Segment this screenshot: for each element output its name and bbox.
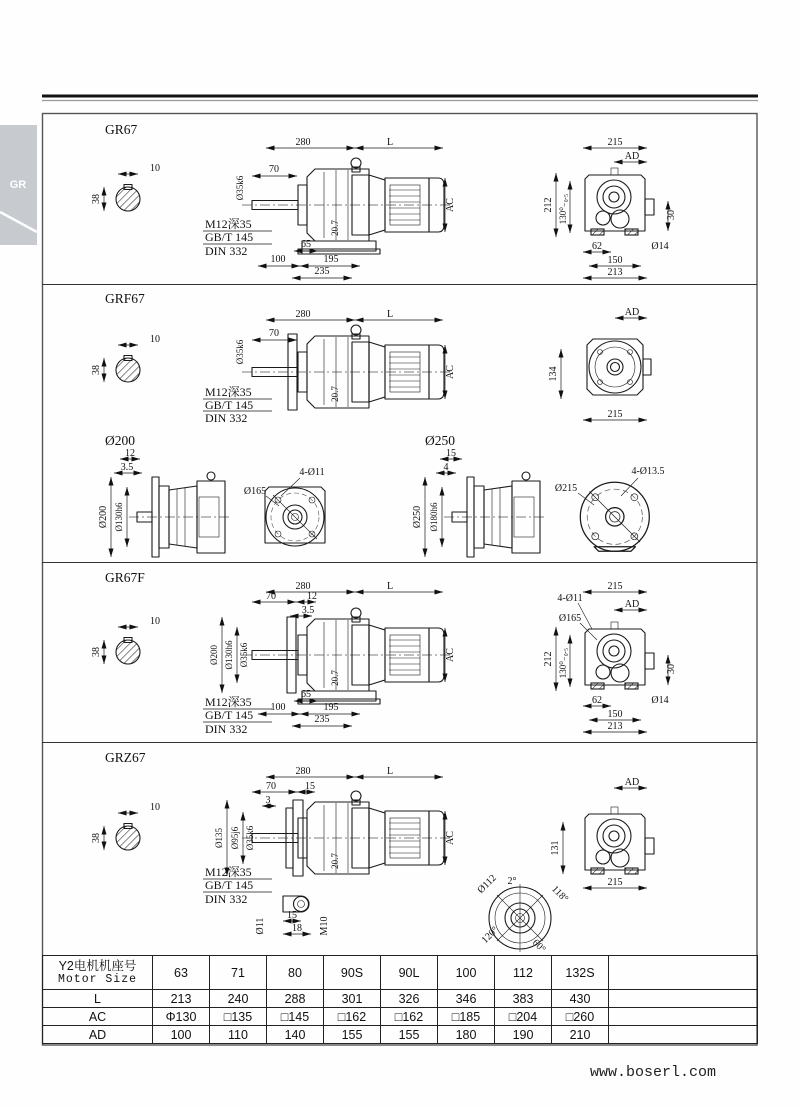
dim-62: 62 — [592, 695, 602, 706]
dim-dia200: Ø200 — [98, 505, 109, 529]
din-standard: DIN 332 — [205, 722, 248, 736]
din-standard: DIN 332 — [205, 411, 248, 425]
dim-M10: M10 — [319, 916, 330, 936]
value-cell: □162 — [324, 1008, 381, 1026]
value-cell: 430 — [552, 990, 609, 1008]
size-col: 100 — [438, 956, 495, 990]
value-cell: 110 — [210, 1026, 267, 1044]
dim-AD: AD — [624, 599, 640, 610]
value-cell: 180 — [438, 1026, 495, 1044]
dim-15: 15 — [305, 781, 315, 792]
dim-4: 4 — [443, 462, 449, 473]
dim-212: 212 — [543, 651, 554, 667]
dim-3-5: 3.5 — [120, 462, 134, 473]
gr67-end-view — [543, 137, 677, 278]
dim-150: 150 — [607, 255, 623, 266]
size-col: 80 — [267, 956, 324, 990]
dim-key-width: 10 — [150, 802, 160, 813]
dim-20-7: 20.7 — [330, 670, 340, 686]
value-cell: 190 — [495, 1026, 552, 1044]
dim-shaft-dia: 38 — [91, 647, 102, 657]
dim-dia165: Ø165 — [243, 486, 267, 497]
dim-213: 213 — [607, 721, 623, 732]
dim-bolt-holes: 4-Ø11 — [557, 593, 583, 604]
dim-215: 215 — [607, 137, 623, 148]
dim-dia130: Ø130h6 — [224, 640, 234, 670]
section-grf67 — [91, 291, 665, 557]
dim-195: 195 — [323, 702, 339, 713]
motor-size-header-cell — [43, 956, 153, 990]
dim-AC: AC — [445, 648, 456, 662]
grf67-end-view — [548, 307, 651, 420]
value-cell: 100 — [153, 1026, 210, 1044]
row-label: L — [43, 990, 153, 1008]
dim-213: 213 — [607, 267, 623, 278]
empty-cell — [609, 1026, 758, 1044]
dim-150: 150 — [607, 709, 623, 720]
dim-212: 212 — [543, 197, 554, 213]
side-tab-label: GR — [9, 179, 27, 191]
section-title: GRZ67 — [105, 750, 146, 765]
empty-cell — [609, 956, 758, 990]
dim-AD: AD — [624, 307, 640, 318]
grz67-torque-arm-detail — [255, 896, 330, 935]
flange-200-detail — [98, 433, 325, 557]
dim-AC: AC — [445, 831, 456, 845]
dim-70: 70 — [269, 164, 279, 175]
value-cell: 155 — [381, 1026, 438, 1044]
flange-250-detail — [412, 433, 665, 557]
size-col: 90L — [381, 956, 438, 990]
dim-bolt-holes: 4-Ø13.5 — [631, 466, 665, 477]
dim-280: 280 — [295, 766, 311, 777]
shaft-cross-section — [91, 616, 160, 664]
gbt-standard: GB/T 145 — [205, 878, 254, 892]
gr67f-side-view — [203, 581, 456, 736]
dim-dia180: Ø180h6 — [429, 502, 439, 532]
page-chrome — [42, 96, 758, 1045]
grf67-side-view — [203, 309, 456, 425]
value-cell: 155 — [324, 1026, 381, 1044]
dim-dia250: Ø250 — [412, 505, 423, 529]
dim-L: L — [386, 581, 394, 592]
dim-AC: AC — [445, 365, 456, 379]
dim-AC: AC — [445, 198, 456, 212]
angle-120: 120° — [479, 924, 501, 946]
dimension-lines — [561, 318, 647, 420]
dim-key-width: 10 — [150, 616, 160, 627]
dim-215: 215 — [607, 409, 623, 420]
dim-134: 134 — [548, 366, 559, 382]
dim-131: 131 — [550, 840, 561, 856]
dim-30: 30 — [666, 210, 677, 220]
thread-spec: M12深35 — [205, 865, 252, 879]
dim-130: 130⁰₋₀.₅ — [558, 647, 568, 679]
angle-60: 60° — [529, 937, 548, 956]
dim-dia14: Ø14 — [651, 241, 669, 252]
dim-195: 195 — [323, 254, 339, 265]
gbt-standard: GB/T 145 — [205, 398, 254, 412]
flange-title: Ø250 — [425, 433, 455, 448]
gbt-standard: GB/T 145 — [205, 708, 254, 722]
motor-size-label-cn: Y2电机机座号 — [58, 959, 137, 973]
section-title: GR67 — [105, 122, 138, 137]
size-col: 132S — [552, 956, 609, 990]
dim-20-7: 20.7 — [330, 386, 340, 402]
thread-spec: M12深35 — [205, 217, 252, 231]
din-standard: DIN 332 — [205, 892, 248, 906]
section-gr67 — [91, 122, 677, 278]
size-col: 112 — [495, 956, 552, 990]
dim-dia95: Ø95j6 — [230, 826, 240, 850]
dim-20-7: 20.7 — [330, 853, 340, 869]
dim-12: 12 — [307, 591, 317, 602]
shaft-cross-section — [91, 334, 160, 382]
dim-shaft-dia35: Ø35k6 — [235, 175, 245, 201]
value-cell: 346 — [438, 990, 495, 1008]
din-standard: DIN 332 — [205, 244, 248, 258]
shaft-cross-section — [91, 802, 160, 850]
angle-118: 118° — [549, 883, 571, 905]
dim-L: L — [386, 137, 394, 148]
table-row-L — [43, 990, 758, 1008]
value-cell: □135 — [210, 1008, 267, 1026]
dim-280: 280 — [295, 137, 311, 148]
flange-title: Ø200 — [105, 433, 135, 448]
dim-shaft-dia35: Ø35k6 — [235, 339, 245, 365]
dim-shaft-dia35: Ø35k6 — [245, 825, 255, 851]
dim-3: 3 — [265, 795, 271, 806]
dim-key-width: 10 — [150, 334, 160, 345]
dim-15: 15 — [446, 448, 456, 459]
dim-215: 215 — [607, 877, 623, 888]
dim-3-5: 3.5 — [301, 605, 315, 616]
value-cell: 288 — [267, 990, 324, 1008]
thread-spec: M12深35 — [205, 385, 252, 399]
size-col: 90S — [324, 956, 381, 990]
empty-cell — [609, 1008, 758, 1026]
side-tab — [0, 125, 37, 245]
size-col: 71 — [210, 956, 267, 990]
size-col: 63 — [153, 956, 210, 990]
dim-dia215: Ø215 — [554, 483, 578, 494]
dim-20-7: 20.7 — [330, 220, 340, 236]
value-cell: Φ130 — [153, 1008, 210, 1026]
dim-235: 235 — [314, 266, 330, 277]
dim-L: L — [386, 766, 394, 777]
dim-dia165: Ø165 — [558, 613, 582, 624]
motor-size-label-en: Motor Size — [57, 973, 137, 986]
dim-100: 100 — [270, 254, 286, 265]
value-cell: 240 — [210, 990, 267, 1008]
dim-280: 280 — [295, 581, 311, 592]
row-label: AC — [43, 1008, 153, 1026]
value-cell: □185 — [438, 1008, 495, 1026]
grz67-side-view — [203, 766, 456, 906]
table-row-AD — [43, 1026, 758, 1044]
value-cell: 301 — [324, 990, 381, 1008]
dim-dia200: Ø200 — [209, 645, 219, 665]
value-cell: □204 — [495, 1008, 552, 1026]
gr67f-end-view — [543, 581, 677, 732]
table-row-header — [43, 956, 758, 990]
dim-AD: AD — [624, 777, 640, 788]
dim-shaft-dia: 38 — [91, 194, 102, 204]
dim-18: 18 — [292, 923, 302, 934]
value-cell: 383 — [495, 990, 552, 1008]
dim-65: 65 — [301, 239, 311, 250]
dim-dia112: Ø112 — [475, 872, 499, 896]
value-cell: □162 — [381, 1008, 438, 1026]
dimension-lines — [111, 459, 300, 557]
value-cell: 210 — [552, 1026, 609, 1044]
section-gr67f — [91, 570, 677, 736]
grz67-end-view — [550, 777, 654, 888]
motor-size-table — [42, 955, 758, 1044]
section-grz67 — [91, 750, 654, 955]
value-cell: 326 — [381, 990, 438, 1008]
dim-70: 70 — [266, 591, 276, 602]
value-cell: 140 — [267, 1026, 324, 1044]
angle-2: 2° — [507, 876, 517, 887]
dim-70: 70 — [269, 328, 279, 339]
value-cell: 213 — [153, 990, 210, 1008]
dim-12: 12 — [125, 448, 135, 459]
dim-62: 62 — [592, 241, 602, 252]
grz67-hub-angle-detail — [476, 873, 571, 955]
dim-235: 235 — [314, 714, 330, 725]
dim-70: 70 — [266, 781, 276, 792]
website-url: www.boserl.com — [590, 1064, 717, 1081]
dim-shaft-dia35: Ø35k6 — [239, 642, 249, 668]
row-label: AD — [43, 1026, 153, 1044]
dim-130: 130⁰₋₀.₅ — [558, 193, 568, 225]
value-cell: □260 — [552, 1008, 609, 1026]
dim-30: 30 — [666, 664, 677, 674]
empty-cell — [609, 990, 758, 1008]
dim-shaft-dia: 38 — [91, 833, 102, 843]
dim-dia135: Ø135 — [214, 828, 224, 848]
dim-dia11: Ø11 — [255, 917, 266, 935]
dim-dia130: Ø130h6 — [114, 502, 124, 532]
dim-280: 280 — [295, 309, 311, 320]
dim-65: 65 — [301, 689, 311, 700]
thread-spec: M12深35 — [205, 695, 252, 709]
gr67-side-view — [203, 137, 456, 278]
gbt-standard: GB/T 145 — [205, 230, 254, 244]
dim-dia14: Ø14 — [651, 695, 669, 706]
table-row-AC — [43, 1008, 758, 1026]
value-cell: □145 — [267, 1008, 324, 1026]
dim-215: 215 — [607, 581, 623, 592]
shaft-cross-section — [91, 163, 160, 211]
dim-shaft-dia: 38 — [91, 365, 102, 375]
dim-100: 100 — [270, 702, 286, 713]
dim-bolt-holes: 4-Ø11 — [299, 467, 325, 478]
dim-key-width: 10 — [150, 163, 160, 174]
dim-L: L — [386, 309, 394, 320]
section-title: GR67F — [105, 570, 145, 585]
dim-15: 15 — [287, 910, 297, 921]
dim-AD: AD — [624, 151, 640, 162]
section-title: GRF67 — [105, 291, 145, 306]
